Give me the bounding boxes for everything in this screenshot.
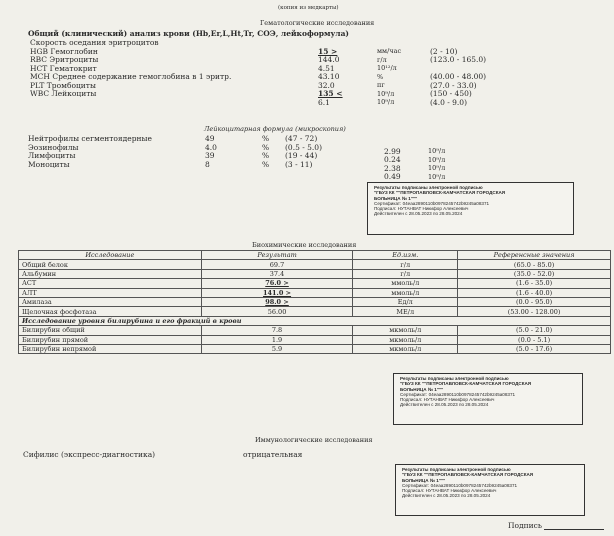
bili-result: 1.9 xyxy=(201,335,353,344)
leuko-row-value: 39 xyxy=(205,151,215,160)
bio-row xyxy=(19,260,611,269)
bio-header-row xyxy=(19,251,611,260)
bili-ref: (5.0 - 17.6) xyxy=(458,344,611,353)
bio-result: 69.7 xyxy=(201,260,353,269)
leuko-row-name: Эозинофилы xyxy=(28,142,79,152)
cbc-row-name: MCH Среднее содержание гемоглобина в 1 эритр. xyxy=(30,72,232,81)
bili-result: 5.9 xyxy=(201,344,353,353)
cbc-row-unit: 10⁹/л xyxy=(377,98,395,106)
leuko-row-name: Моноциты xyxy=(28,159,70,169)
bio-row xyxy=(19,297,611,306)
cbc-row-value: 6.1 xyxy=(318,97,330,107)
immuno-test-result: отрицательная xyxy=(243,450,303,459)
leuko-row-value: 4.0 xyxy=(205,142,217,152)
leuko-row-abs: 0.24 xyxy=(384,155,401,164)
bio-name: АСТ xyxy=(19,279,202,288)
bio-row xyxy=(19,307,611,316)
leuko-row-ref: (3 - 11) xyxy=(285,159,313,169)
leuko-row-value: 8 xyxy=(205,159,210,169)
cbc-row-name: HCT Гематокрит xyxy=(30,63,97,73)
cbc-row-name: RBC Эритроциты xyxy=(30,55,99,64)
cbc-row-value: 144.0 xyxy=(318,55,340,64)
bio-row xyxy=(19,279,611,288)
leuko-row-pct: % xyxy=(262,142,270,152)
signature-line xyxy=(544,529,604,530)
bio-ref: (65.0 - 85.0) xyxy=(458,260,611,269)
e-signature-stamp-1: Результаты подписаны электронной подписью "ГБУЗ КК ""ПЕТРОПАВЛОВСК-КАМЧАТСКАЯ ГОРОДСКАЯ БОЛЬНИЦА № 1""" Сертификат: 04eaa2890110b0978245742b9245a08371 Подписал: НУТАНВАТ Никифор Алексеевич Действителен с 28.05.2023 по 28.05.2024 xyxy=(367,182,574,235)
cbc-row-ref: (150 - 450) xyxy=(430,89,472,98)
e-signature-stamp-3: Результаты подписаны электронной подписью "ГБУЗ КК ""ПЕТРОПАВЛОВСК-КАМЧАТСКАЯ ГОРОДСКАЯ БОЛЬНИЦА № 1""" Сертификат: 04eaa2890110b0978245742b9245a08371 Подписал: НУТАНВАТ Никифор Алексеевич Действителен с 28.05.2023 по 28.05.2024 xyxy=(395,464,585,516)
bio-unit: г/л xyxy=(353,260,458,269)
bio-name: Общий белок xyxy=(19,260,202,269)
leuko-row-abs-unit: 10⁹/л xyxy=(428,147,446,155)
cbc-row-name: HGB Гемоглобин xyxy=(30,46,98,56)
bili-unit: мкмоль/л xyxy=(353,344,458,353)
cbc-row-value: 135 < xyxy=(318,89,343,98)
bio-name: АЛТ xyxy=(19,288,202,297)
cbc-row-unit: пг xyxy=(377,81,385,89)
cbc-row-value: 43.10 xyxy=(318,72,340,81)
bio-unit: г/л xyxy=(353,269,458,278)
bilirubin-section-title: Исследование уровня билирубина и его фракций в крови xyxy=(19,316,611,325)
sign-label: Подпись xyxy=(508,521,542,530)
cbc-row-unit: г/л xyxy=(377,55,387,64)
leuko-row-name: Нейтрофилы сегментоядерные xyxy=(28,134,152,143)
bili-result: 7.8 xyxy=(201,326,353,335)
cbc-row-ref: (40.00 - 48.00) xyxy=(430,72,487,81)
immuno-test-name: Сифилис (экспресс-диагностика) xyxy=(23,450,156,459)
cbc-row-unit: % xyxy=(377,72,384,81)
bilirubin-section-row xyxy=(19,316,611,325)
bio-ref: (1.6 - 40.0) xyxy=(458,288,611,297)
bio-name: Альбумин xyxy=(19,269,202,278)
bili-ref: (0.0 - 5.1) xyxy=(458,335,611,344)
bio-row xyxy=(19,288,611,297)
bio-header-result: Результат xyxy=(201,251,353,260)
cbc-row-ref: (123.0 - 165.0) xyxy=(430,55,487,64)
leuko-row-ref: (19 - 44) xyxy=(285,151,318,160)
bio-unit: ммоль/л xyxy=(353,288,458,297)
bio-title: Биохимические исследования xyxy=(252,241,357,249)
cbc-row-ref: (27.0 - 33.0) xyxy=(430,80,477,90)
cbc-row-value: 4.51 xyxy=(318,63,335,73)
bio-ref: (35.0 - 52.0) xyxy=(458,269,611,278)
bio-result: 56.00 xyxy=(201,307,353,316)
leuko-row-name: Лимфоциты xyxy=(28,151,76,160)
bio-ref: (53.00 - 128.00) xyxy=(458,307,611,316)
leuko-row-pct: % xyxy=(262,159,270,169)
cbc-row-value: 15 > xyxy=(318,46,338,56)
bio-header-unit: Ед.изм. xyxy=(353,251,458,260)
section-title-hematology: Гематологические исследования xyxy=(260,19,375,27)
leuko-row-abs: 2.99 xyxy=(384,146,401,156)
leuko-row-abs-unit: 10⁹/л xyxy=(428,164,446,172)
leuko-row-value: 49 xyxy=(205,134,215,143)
cbc-row-unit: 10⁹/л xyxy=(377,89,395,98)
bili-row xyxy=(19,335,611,344)
bili-name: Билирубин прямой xyxy=(19,335,202,344)
cbc-row-name: WBC Лейкоциты xyxy=(30,89,97,98)
cbc-row-name: PLT Тромбоциты xyxy=(30,80,96,90)
leuko-row-abs: 2.38 xyxy=(384,163,401,173)
bili-row xyxy=(19,326,611,335)
bio-header-name: Исследование xyxy=(19,251,202,260)
bio-name: Амилаза xyxy=(19,297,202,306)
biochemistry-table xyxy=(18,250,611,354)
bili-unit: мкмоль/л xyxy=(353,335,458,344)
leuko-row-pct: % xyxy=(262,134,270,143)
immuno-title: Иммунологические исследования xyxy=(255,436,373,444)
bio-ref: (0.0 - 95.0) xyxy=(458,297,611,306)
leuko-row-abs-unit: 10⁹/л xyxy=(428,172,446,181)
cbc-row-ref: (2 - 10) xyxy=(430,46,458,56)
bio-result: 76.0 > xyxy=(201,279,353,288)
cbc-row-value: 32.0 xyxy=(318,80,335,90)
bio-result: 98.0 > xyxy=(201,297,353,306)
bio-row xyxy=(19,269,611,278)
cbc-row-name: Скорость оседания эритроцитов xyxy=(30,38,159,47)
bio-name: Щелочная фосфотаза xyxy=(19,307,202,316)
bili-unit: мкмоль/л xyxy=(353,326,458,335)
leuko-row-abs: 0.49 xyxy=(384,172,401,181)
bio-ref: (1.6 - 35.0) xyxy=(458,279,611,288)
bio-result: 141.0 > xyxy=(201,288,353,297)
leuko-row-pct: % xyxy=(262,151,270,160)
copy-note: (копия из медкарты) xyxy=(278,5,339,11)
bili-ref: (5.0 - 21.0) xyxy=(458,326,611,335)
bili-row xyxy=(19,344,611,353)
e-signature-stamp-2: Результаты подписаны электронной подписью "ГБУЗ КК ""ПЕТРОПАВЛОВСК-КАМЧАТСКАЯ ГОРОДСКАЯ БОЛЬНИЦА № 1""" Сертификат: 04eaa2890110b0978245742b9245a08371 Подписал: НУТАНВАТ Никифор Алексеевич Действителен с 28.05.2023 по 28.05.2024 xyxy=(393,373,583,425)
leuko-row-ref: (0.5 - 5.0) xyxy=(285,142,323,152)
bio-result: 37.4 xyxy=(201,269,353,278)
bio-unit: Ед/л xyxy=(353,297,458,306)
bio-header-ref: Референсные значения xyxy=(458,251,611,260)
bio-unit: МЕ/л xyxy=(353,307,458,316)
bili-name: Билирубин общий xyxy=(19,326,202,335)
bili-name: Билирубин непрямой xyxy=(19,344,202,353)
leuko-row-abs-unit: 10⁹/л xyxy=(428,155,446,164)
cbc-title: Общий (клинический) анализ крови (Hb,Er,L,Ht,Tr, СОЭ, лейкоформула) xyxy=(28,29,349,38)
cbc-row-ref: (4.0 - 9.0) xyxy=(430,97,468,107)
leuko-row-ref: (47 - 72) xyxy=(285,134,318,143)
cbc-row-unit: мм/час xyxy=(377,47,402,55)
cbc-row-unit: 10¹²/л xyxy=(377,64,397,72)
leuko-title: Лейкоцитарная формула (микроскопия) xyxy=(204,125,346,133)
bio-unit: ммоль/л xyxy=(353,279,458,288)
